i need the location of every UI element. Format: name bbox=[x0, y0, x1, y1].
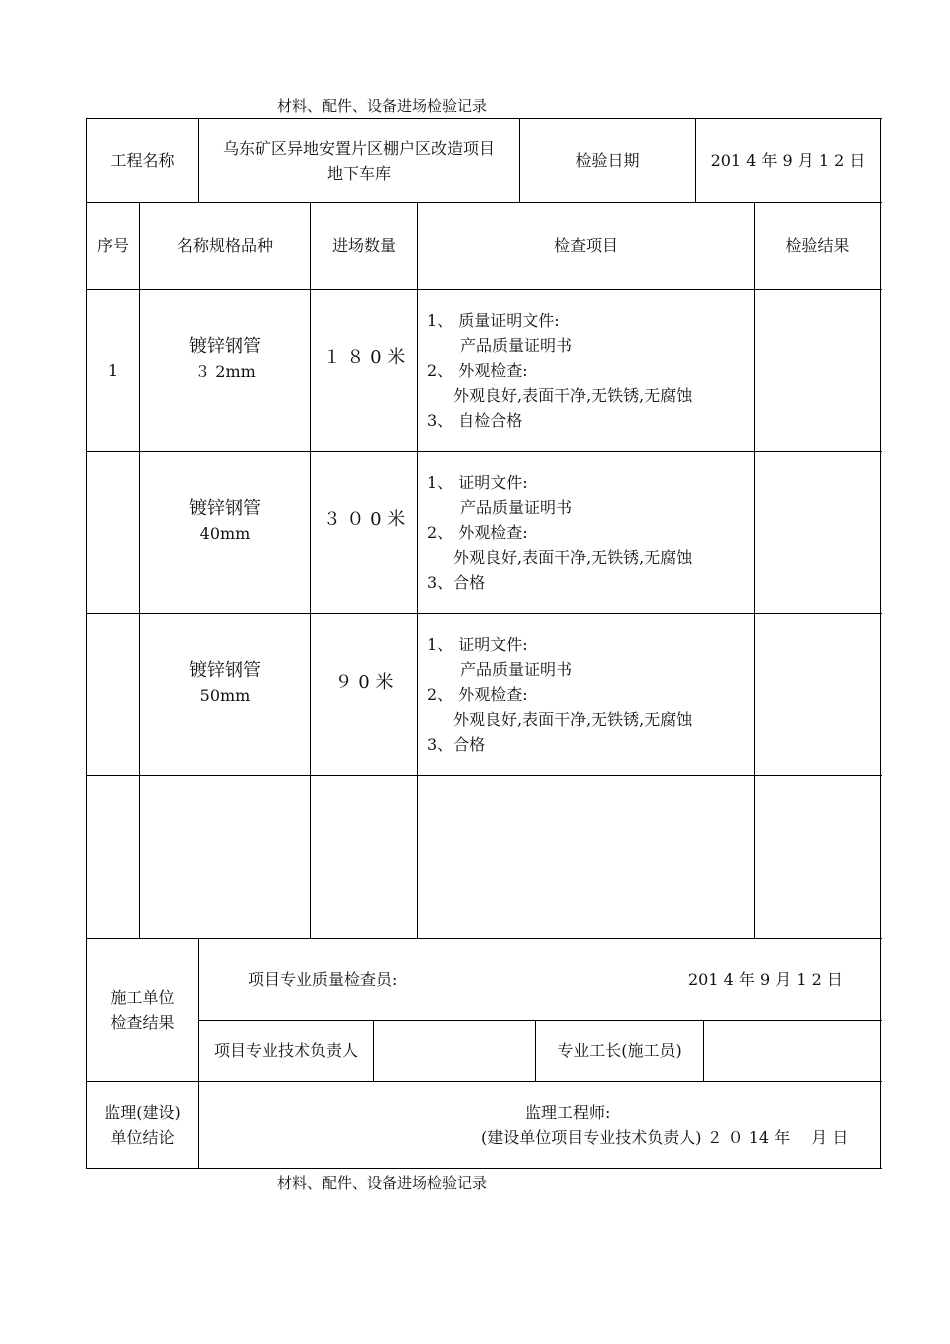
column-header-result: 检验结果 bbox=[785, 236, 850, 255]
row-check-line: 3、合格 bbox=[427, 573, 486, 592]
row-check-line: 产品质量证明书 bbox=[460, 336, 573, 355]
project-name-line2: 地下车库 bbox=[326, 164, 391, 183]
row-check-line: 3、 自检合格 bbox=[427, 411, 523, 430]
column-header-quantity: 进场数量 bbox=[331, 236, 396, 255]
table-divider bbox=[417, 202, 418, 938]
inspection-date-value: 201 4 年 9 月 1 2 日 bbox=[710, 151, 866, 170]
quality-inspector-date: 201 4 年 9 月 1 2 日 bbox=[688, 970, 843, 989]
row-check-line: 1、 证明文件: bbox=[427, 635, 528, 654]
row-quantity: ３ ０ 0 米 bbox=[322, 509, 406, 530]
row-material-name: 镀锌钢管 bbox=[189, 660, 261, 681]
row-check-line: 3、合格 bbox=[427, 735, 486, 754]
project-name-line1: 乌东矿区异地安置片区棚户区改造项目 bbox=[222, 139, 495, 158]
table-divider bbox=[86, 202, 882, 203]
row-check-line: 1、 证明文件: bbox=[427, 473, 528, 492]
foreman-label: 专业工长(施工员) bbox=[557, 1041, 682, 1060]
table-divider bbox=[703, 1020, 704, 1081]
row-check-line: 2、 外观检查: bbox=[427, 523, 528, 542]
row-material-name: 镀锌钢管 bbox=[189, 336, 261, 357]
project-name-label: 工程名称 bbox=[110, 151, 175, 170]
document-title-footer: 材料、配件、设备进场检验记录 bbox=[277, 1174, 488, 1192]
table-divider bbox=[754, 202, 755, 938]
row-check-line: 外观良好,表面干净,无铁锈,无腐蚀 bbox=[453, 386, 693, 405]
table-border-top bbox=[86, 118, 882, 119]
supervision-label-line1: 监理(建设) bbox=[104, 1103, 181, 1122]
row-quantity: １ ８ 0 米 bbox=[322, 347, 406, 368]
supervision-signature-date: (建设单位项目专业技术负责人) ２ ０ 14 年 月 日 bbox=[481, 1128, 849, 1147]
column-header-check-items: 检查项目 bbox=[553, 236, 618, 255]
table-border-bottom bbox=[86, 1168, 882, 1169]
table-divider bbox=[86, 938, 882, 939]
table-divider bbox=[373, 1020, 374, 1081]
row-material-spec: 50mm bbox=[199, 686, 251, 705]
table-divider bbox=[86, 613, 882, 614]
construction-unit-label-line1: 施工单位 bbox=[110, 988, 175, 1007]
table-border-right bbox=[880, 118, 881, 1169]
row-check-line: 外观良好,表面干净,无铁锈,无腐蚀 bbox=[453, 548, 693, 567]
table-divider bbox=[139, 202, 140, 938]
tech-lead-label: 项目专业技术负责人 bbox=[213, 1041, 358, 1060]
table-divider bbox=[198, 1020, 882, 1021]
row-material-spec: ３ 2mm bbox=[194, 362, 256, 381]
row-check-line: 1、 质量证明文件: bbox=[427, 311, 560, 330]
column-header-seq: 序号 bbox=[96, 236, 129, 255]
supervision-engineer-label: 监理工程师: bbox=[525, 1103, 611, 1122]
row-seq: 1 bbox=[107, 361, 119, 380]
table-divider bbox=[86, 1081, 882, 1082]
row-check-line: 产品质量证明书 bbox=[460, 498, 573, 517]
table-divider bbox=[310, 202, 311, 938]
row-check-line: 2、 外观检查: bbox=[427, 685, 528, 704]
row-check-line: 产品质量证明书 bbox=[460, 660, 573, 679]
construction-unit-label-line2: 检查结果 bbox=[110, 1013, 175, 1032]
table-divider bbox=[86, 451, 882, 452]
column-header-name: 名称规格品种 bbox=[176, 236, 273, 255]
supervision-label-line2: 单位结论 bbox=[110, 1128, 175, 1147]
row-check-line: 2、 外观检查: bbox=[427, 361, 528, 380]
quality-inspector-label: 项目专业质量检查员: bbox=[248, 970, 398, 989]
row-quantity: ９ 0 米 bbox=[334, 672, 394, 693]
inspection-date-label: 检验日期 bbox=[575, 151, 640, 170]
row-material-name: 镀锌钢管 bbox=[189, 498, 261, 519]
table-divider bbox=[86, 775, 882, 776]
row-material-spec: 40mm bbox=[199, 524, 251, 543]
table-divider bbox=[86, 289, 882, 290]
row-check-line: 外观良好,表面干净,无铁锈,无腐蚀 bbox=[453, 710, 693, 729]
document-title: 材料、配件、设备进场检验记录 bbox=[277, 97, 488, 115]
